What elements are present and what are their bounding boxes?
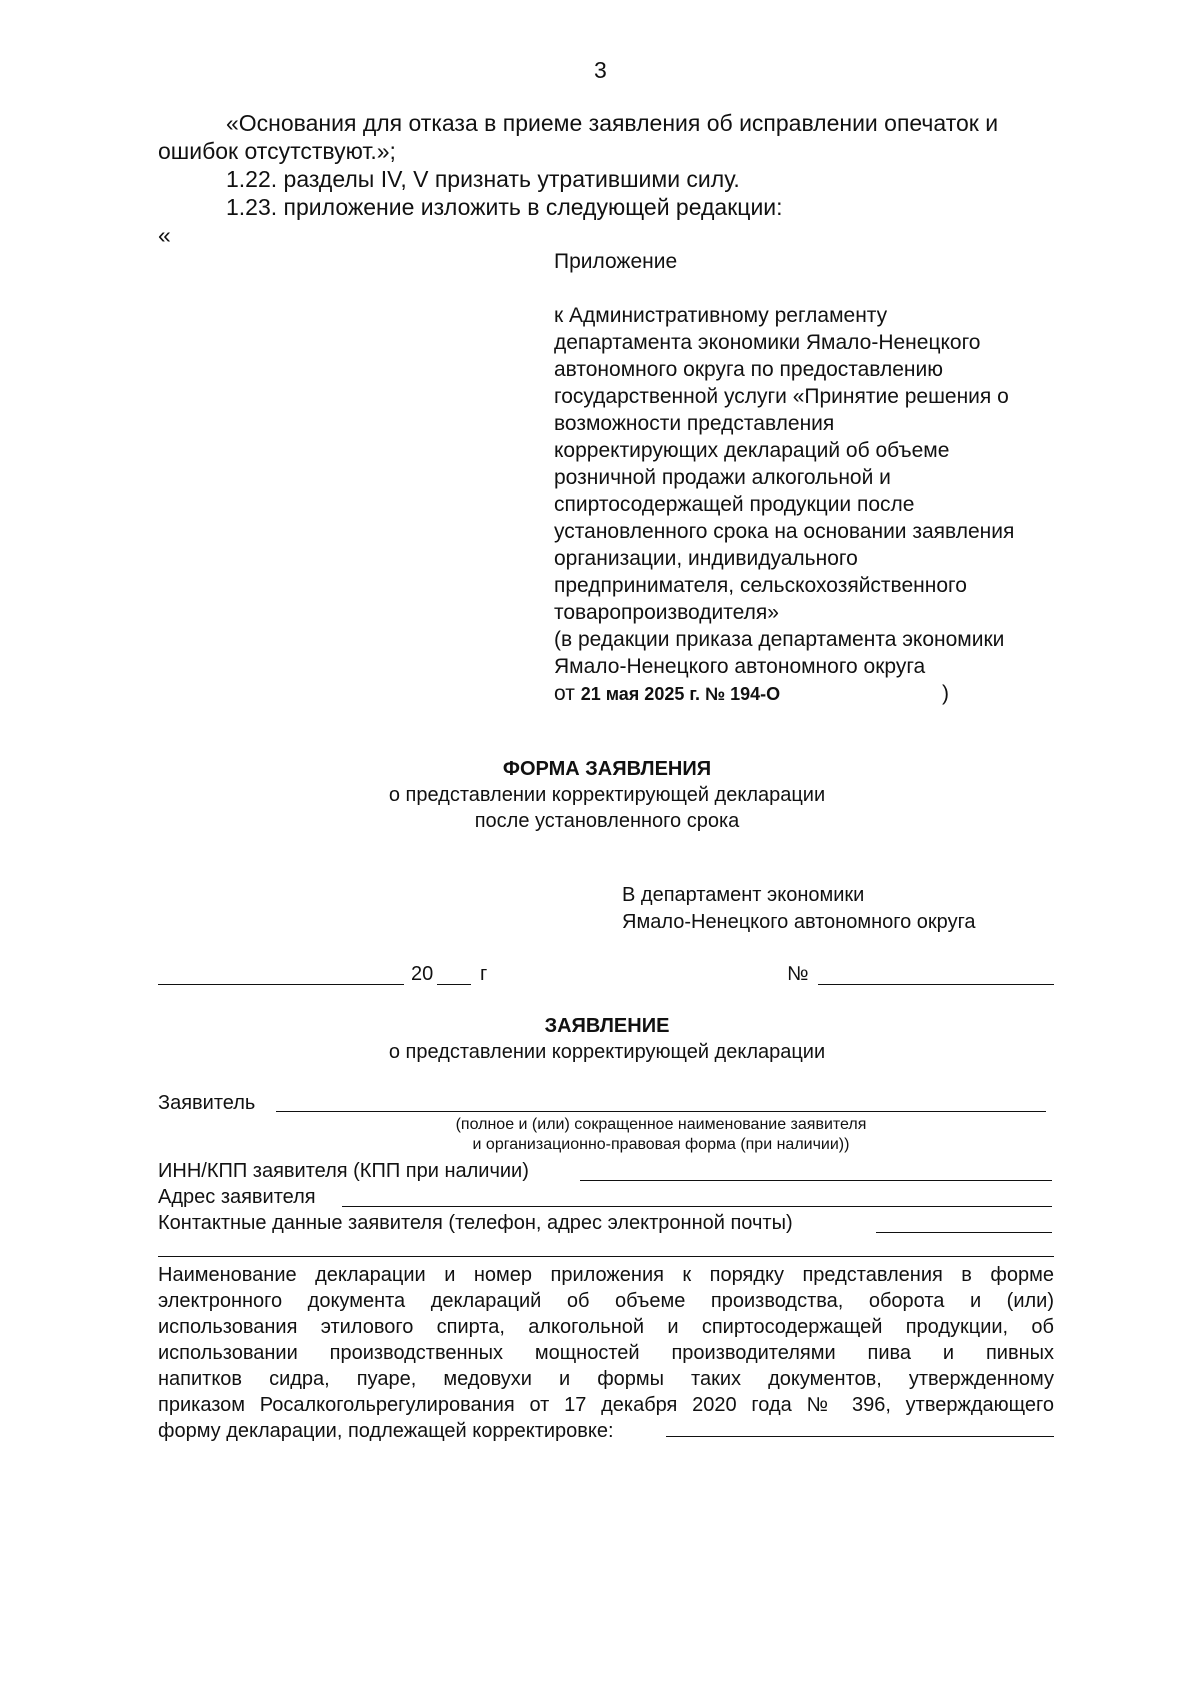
application-title: ЗАЯВЛЕНИЕ: [544, 1015, 670, 1037]
item-1-23: 1.23. приложение изложить в следующей редакции:: [226, 194, 783, 220]
appendix-line: автономного округа по предоставлению: [554, 358, 943, 381]
appendix-line: спиртосодержащей продукции после: [554, 493, 915, 516]
year-blank-line[interactable]: [437, 984, 471, 985]
declaration-line: использования этилового спирта, алкогольной и спиртосодержащей продукции, об: [158, 1316, 1054, 1338]
appendix-line: Ямало-Ненецкого автономного округа: [554, 655, 926, 678]
declaration-line: Наименование декларации и номер приложения к порядку представления в форме: [158, 1264, 1054, 1286]
applicant-hint-2: и организационно-правовая форма (при наличии)): [472, 1136, 850, 1153]
quote-line-2: ошибок отсутствуют.»;: [158, 138, 396, 164]
item-1-22: 1.22. разделы IV, V признать утратившими силу.: [226, 166, 740, 192]
form-title: ФОРМА ЗАЯВЛЕНИЯ: [502, 758, 712, 780]
appendix-line: розничной продажи алкогольной и: [554, 466, 891, 489]
declaration-line: электронного документа деклараций об объеме производства, оборота и (или): [158, 1290, 1054, 1312]
quote-line-1: «Основания для отказа в приеме заявления об исправлении опечаток и: [226, 110, 999, 136]
application-subtitle: о представлении корректирующей декларации: [388, 1041, 826, 1063]
declaration-blank-line[interactable]: [666, 1436, 1054, 1437]
appendix-line: к Административному регламенту: [554, 304, 888, 327]
inn-label: ИНН/КПП заявителя (КПП при наличии): [158, 1160, 529, 1182]
page-number: 3: [594, 57, 607, 83]
form-subtitle-1: о представлении корректирующей декларации: [388, 784, 826, 806]
applicant-blank-line[interactable]: [276, 1111, 1046, 1112]
year-suffix: г: [480, 963, 488, 985]
number-blank-line[interactable]: [818, 984, 1054, 985]
appendix-line: возможности представления: [554, 412, 835, 435]
contacts-blank-line[interactable]: [876, 1232, 1052, 1233]
appendix-line: товаропроизводителя»: [554, 601, 779, 624]
open-quote: «: [158, 222, 171, 248]
appendix-line: государственной услуги «Принятие решения о: [554, 385, 1009, 408]
inn-blank-line[interactable]: [580, 1180, 1052, 1181]
appendix-line: организации, индивидуального: [554, 547, 858, 570]
contacts-label: Контактные данные заявителя (телефон, адрес электронной почты): [158, 1212, 793, 1234]
date-blank-line[interactable]: [158, 984, 404, 985]
declaration-line: напитков сидра, пуаре, медовухи и формы таких документов, утвержденному: [158, 1368, 1054, 1390]
appendix-date-value: 21 мая 2025 г. № 194-О: [580, 684, 781, 704]
declaration-line: использовании производственных мощностей производителями пива и пивных: [158, 1342, 1054, 1364]
form-subtitle-2: после установленного срока: [474, 810, 740, 832]
appendix-lines: [554, 302, 1014, 680]
appendix-date-prefix: от: [554, 682, 575, 705]
appendix-line: департамента экономики Ямало-Ненецкого: [554, 331, 981, 354]
applicant-hint-1: (полное и (или) сокращенное наименование заявителя: [455, 1116, 867, 1133]
appendix-date-row: [554, 680, 954, 708]
year-prefix: 20: [411, 963, 434, 985]
applicant-label: Заявитель: [158, 1092, 256, 1114]
address-blank-line[interactable]: [342, 1206, 1052, 1207]
number-label: №: [787, 963, 809, 985]
addressee-line-1: В департамент экономики: [622, 884, 865, 906]
address-label: Адрес заявителя: [158, 1186, 316, 1208]
appendix-line: предпринимателя, сельскохозяйственного: [554, 574, 967, 597]
appendix-line: (в редакции приказа департамента экономики: [554, 628, 1005, 651]
appendix-title: Приложение: [554, 250, 678, 273]
separator-line: [158, 1256, 1054, 1257]
declaration-paragraph: [158, 1262, 1054, 1444]
appendix-date-close: ): [942, 682, 949, 705]
declaration-line: приказом Росалкогольрегулирования от 17 декабря 2020 года № 396, утверждающего: [158, 1394, 1054, 1416]
declaration-last-line: форму декларации, подлежащей корректировке:: [158, 1420, 614, 1442]
addressee-line-2: Ямало-Ненецкого автономного округа: [622, 911, 976, 933]
appendix-line: корректирующих деклараций об объеме: [554, 439, 950, 462]
appendix-line: установленного срока на основании заявления: [554, 520, 1015, 543]
